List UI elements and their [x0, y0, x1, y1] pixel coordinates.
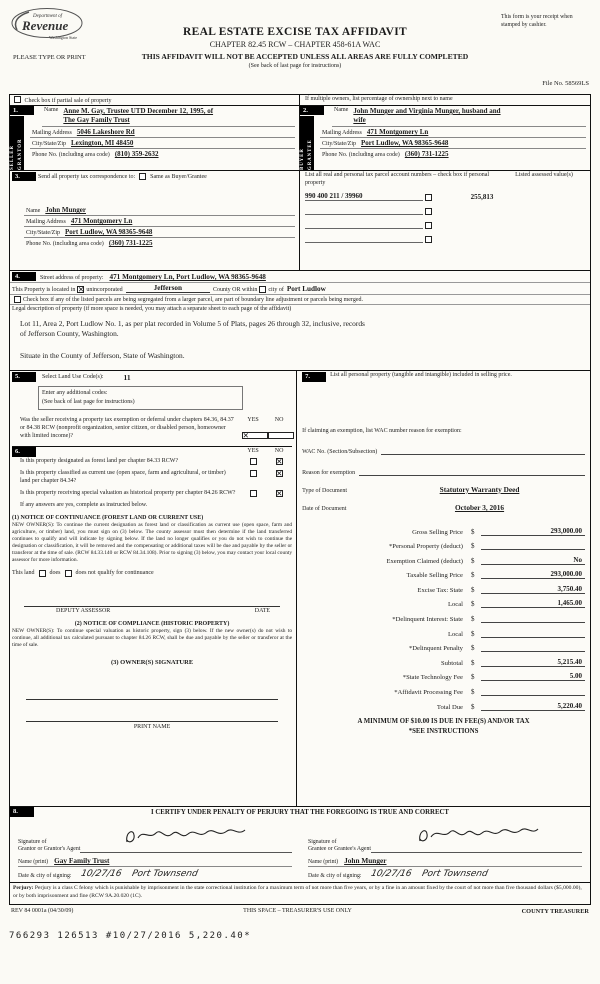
section3 — [10, 170, 590, 270]
street-address-value: 471 Montgomery Ln, Port Ludlow, WA 98365-9648 — [109, 273, 266, 282]
buyer-city-value: Port Ludlow, WA 98365-9648 — [361, 139, 449, 148]
financial-label: Local — [447, 630, 463, 638]
yes-no-header — [240, 417, 292, 423]
yes-cell — [240, 458, 266, 466]
name-print-label: Name (print) — [18, 859, 49, 866]
grantor-agent-label: Grantor or Grantor's Agent — [18, 846, 81, 853]
exemption-yes-no — [240, 417, 292, 440]
situate-text: Situate in the County of Jefferson, State of Washington. — [20, 351, 185, 361]
financial-value[interactable] — [481, 614, 585, 623]
certify-statement: I CERTIFY UNDER PENALTY OF PERJURY THAT THE FOREGOING IS TRUE AND CORRECT — [151, 809, 449, 817]
section4-number: 4. — [12, 272, 36, 281]
q2-no-checkbox[interactable] — [276, 470, 283, 477]
no-label: NO — [274, 448, 284, 455]
grantee-signature-label — [308, 839, 371, 853]
this-land-row — [12, 570, 292, 577]
correspondence-label: Send all property tax correspondence to: — [38, 173, 136, 180]
date-of-document-row — [302, 503, 585, 512]
parcel-row-4 — [305, 234, 587, 243]
see-back-instructions: (See back of last page for instructions) — [42, 398, 135, 405]
section3-correspondence — [10, 171, 300, 270]
seller-mailing-field — [30, 127, 295, 138]
wac-row — [302, 446, 585, 455]
unincorporated-label: unincorporated — [86, 287, 123, 294]
city-of-label: city of — [268, 287, 284, 294]
name-label: Name — [334, 107, 349, 113]
mailing-label: Mailing Address — [26, 219, 66, 226]
unincorporated-checkbox[interactable] — [77, 286, 84, 293]
additional-codes-box — [38, 386, 243, 410]
financial-label: *State Technology Fee — [402, 674, 463, 682]
deputy-assessor-label: DEPUTY ASSESSOR — [56, 607, 111, 614]
q3-no-checkbox[interactable] — [276, 490, 283, 497]
dollar-sign: $ — [470, 527, 475, 536]
taxable-selling-price-row — [302, 565, 585, 580]
section2-number: 2. — [300, 106, 324, 115]
grantee-agent-label: Grantee or Grantee's Agent — [308, 846, 372, 853]
legal-line2: of Jefferson County, Washington. — [20, 329, 119, 339]
grantor-date-row — [18, 869, 292, 879]
personal-property-deduct-row — [302, 536, 585, 551]
financial-label: Exemption Claimed (deduct) — [386, 557, 463, 565]
land-use-code-value[interactable]: 11 — [123, 372, 131, 382]
county-treasurer-label: COUNTY TREASURER — [521, 907, 589, 915]
grantee-signature-icon — [412, 825, 542, 847]
no-cell — [266, 470, 292, 478]
reason-input-line[interactable] — [359, 467, 585, 476]
section3-number: 3. — [12, 172, 36, 181]
grantee-city-value: Port Townsend — [420, 869, 489, 880]
financial-label: Gross Selling Price — [412, 528, 463, 536]
phone-label: Phone No. (including area code) — [32, 152, 110, 159]
located-row — [10, 283, 590, 295]
city-of-checkbox[interactable] — [259, 286, 266, 293]
section8-header — [10, 807, 590, 819]
does-not-checkbox[interactable] — [65, 570, 72, 577]
dollar-sign: $ — [470, 585, 475, 594]
notice2-title: (2) NOTICE OF COMPLIANCE (HISTORIC PROPERTY) — [74, 620, 230, 627]
signature-of-label: Signature of — [308, 838, 337, 845]
partial-sale-label: Check box if partial sale of property — [24, 98, 112, 104]
buyer-phone-value: (360) 731-1225 — [404, 150, 449, 159]
financial-label: *Personal Property (deduct) — [389, 543, 463, 551]
legal-line1: Lot 11, Area 2, Port Ludlow No. 1, as per plat recorded in Volume 5 of Plats, pages 26 through 32, inclusive, records — [20, 319, 365, 329]
date-of-document-value: October 3, 2016 — [454, 502, 505, 512]
minimum-due-note: A MINIMUM OF $10.00 IS DUE IN FEE(S) AND/OR TAX — [357, 717, 530, 725]
rev-row — [9, 905, 591, 915]
buyer-mailing-value: 471 Montgomery Ln — [366, 128, 429, 137]
grantor-signature-block — [10, 823, 300, 879]
dollar-sign: $ — [470, 658, 475, 667]
please-type-or-print: PLEASE TYPE OR PRINT — [13, 54, 86, 61]
date-city-label: Date & city of signing: — [18, 873, 72, 880]
does-not-label: does not — [75, 570, 96, 577]
logo-dept-text: Department of — [33, 14, 63, 19]
grantee-date-row — [308, 869, 582, 879]
exemption-question-block — [12, 417, 292, 440]
buyer-name-field — [332, 106, 586, 127]
section1-number: 1. — [10, 106, 34, 115]
seller-name-field — [42, 106, 295, 127]
segregated-note: Check box if any of the listed parcels are being segregated from a larger parcel, are part of boundary line adjustment or parcels being merged. — [23, 297, 363, 304]
corr-phone-value: (360) 731-1225 — [108, 239, 153, 248]
seller-section — [10, 106, 300, 170]
see-instructions-note: *SEE INSTRUCTIONS — [408, 727, 479, 735]
seller-name-value — [63, 107, 213, 125]
city-label: City/State/Zip — [322, 141, 356, 148]
buyer-grantee-strip — [300, 116, 314, 170]
same-as-buyer-label: Same as Buyer/Grantee — [150, 173, 207, 180]
county-value: Jefferson — [126, 284, 210, 293]
financial-label: *Affidavit Processing Fee — [394, 689, 463, 697]
grantor-city-value: Port Townsend — [130, 869, 199, 880]
section6-number: 6. — [12, 447, 36, 456]
strip-buyer-label: BUYER — [300, 148, 306, 170]
owners-signature-heading: (3) OWNER(S) SIGNATURE — [110, 659, 194, 667]
delinquent-penalty-row — [302, 638, 585, 653]
strip-grantor-label: GRANTOR — [17, 138, 23, 170]
parties-row — [10, 105, 590, 170]
corr-mailing-value: 471 Montgomery Ln — [70, 217, 133, 226]
no-label: NO — [274, 416, 284, 423]
state-technology-fee-row — [302, 667, 585, 682]
delinquent-interest-state-row — [302, 608, 585, 623]
street-address-label: Street address of property: — [40, 275, 104, 282]
form-subtitle: CHAPTER 82.45 RCW – CHAPTER 458-61A WAC — [209, 40, 381, 49]
perjury-text: Perjury is a class C felony which is punishable by imprisonment in the state correctional institution for a maximum term of not more than five years, or by a fine in an amount fixed by the court of not more than five thousand dollars ($5,000.00), or by both imprisonment and fine (RCW 9A.20.020 (1C). — [13, 885, 582, 899]
buyer-mailing-field — [320, 127, 586, 138]
dollar-sign: $ — [470, 542, 475, 551]
partial-sale-checkbox[interactable] — [14, 96, 21, 103]
parcel-number-blank[interactable] — [305, 206, 423, 215]
yes-cell — [240, 432, 266, 440]
logo-revenue-text: Revenue — [22, 18, 69, 33]
corr-phone-field — [24, 238, 295, 248]
perjury-label: Perjury: — [13, 885, 34, 892]
top-row — [10, 95, 590, 105]
date-of-document-label: Date of Document — [302, 505, 347, 512]
grantor-signature-field[interactable] — [80, 825, 292, 853]
revenue-logo-icon — [9, 6, 105, 44]
exemption-question-text: Was the seller receiving a property tax exemption or deferral under chapters 84.36, 84.37 or 84.38 RCW (nonprofit organization, senior citizen, or disabled person, homeowner with limited income)? — [20, 416, 234, 439]
parcel-row-3 — [305, 220, 587, 229]
claiming-exemption-label: If claiming an exemption, list WAC number reason for exemption: — [302, 427, 462, 434]
financial-value[interactable]: 293,000.00 — [481, 570, 585, 579]
date-city-label: Date & city of signing: — [308, 873, 362, 880]
parcel-row-1 — [305, 192, 587, 201]
seller-name-line2: The Gay Family Trust — [63, 116, 130, 125]
seller-grantor-strip — [10, 116, 24, 170]
yes-label: YES — [247, 416, 259, 423]
header — [9, 6, 591, 94]
corr-name-field — [24, 205, 295, 216]
financial-rows — [302, 521, 585, 711]
parcel-headers — [305, 172, 587, 187]
qualify-label: qualify for continuance — [97, 570, 154, 577]
section5-number: 5. — [12, 372, 36, 381]
exemption-no-checkbox[interactable] — [268, 432, 294, 439]
corr-name-value: John Munger — [45, 206, 86, 215]
signature-of-label: Signature of — [18, 838, 47, 845]
financial-value[interactable]: 5,220.40 — [481, 702, 585, 711]
question-text: Is this property designated as forest land per chapter 84.33 RCW? — [20, 458, 179, 465]
grantor-date-value: 10/27/16 — [80, 869, 123, 880]
buyer-city-field — [320, 138, 586, 149]
excise-tax-state-row — [302, 579, 585, 594]
buyer-name-line1: John Munger and Virginia Munger, husband and — [353, 107, 501, 115]
reason-label: Reason for exemption — [302, 469, 356, 476]
seller-phone-value: (810) 359-2632 — [114, 150, 159, 159]
dollar-sign: $ — [470, 556, 475, 565]
wac-input-line[interactable] — [381, 446, 585, 455]
grantee-signature-block — [300, 823, 590, 879]
correspondence-fields — [24, 205, 295, 248]
partial-sale-cell — [10, 95, 300, 105]
yes-label: YES — [247, 448, 259, 455]
phone-label: Phone No. (including area code) — [26, 241, 104, 248]
question-text: Is this property classified as current use (open space, farm and agricultural, or timber) land per chapter 84.34? — [20, 470, 226, 485]
personal-property-label: List all personal property (tangible and intangible) included in selling price. — [330, 372, 512, 379]
form-warning: THIS AFFIDAVIT WILL NOT BE ACCEPTED UNLESS ALL AREAS ARE FULLY COMPLETED — [141, 52, 469, 61]
dollar-sign: $ — [470, 600, 475, 609]
cashier-stamp: 766293 126513 #10/27/2016 5,220.40* — [9, 930, 252, 941]
section3-parcels — [300, 171, 590, 270]
grantee-signature-field[interactable] — [371, 825, 582, 853]
dollar-sign: $ — [470, 702, 475, 711]
personal-property-checkbox-1[interactable] — [425, 194, 432, 201]
print-name-label: PRINT NAME — [133, 724, 171, 731]
wac-label: WAC No. (Section/Subsection) — [302, 448, 378, 455]
delinquent-interest-local-row — [302, 623, 585, 638]
phone-label: Phone No. (including area code) — [322, 152, 400, 159]
same-as-buyer-checkbox[interactable] — [139, 173, 146, 180]
forest-land-question — [12, 458, 292, 466]
seller-mailing-value: 5046 Lakeshore Rd — [76, 128, 135, 137]
deputy-assessor-signature-line[interactable] — [24, 591, 280, 607]
dollar-sign: $ — [470, 644, 475, 653]
form-title: REAL ESTATE EXCISE TAX AFFIDAVIT — [183, 26, 407, 38]
subtotal-row — [302, 652, 585, 667]
yes-cell — [240, 490, 266, 498]
section4 — [10, 270, 590, 370]
no-cell — [266, 458, 292, 466]
assessed-header-label: Listed assessed value(s) — [515, 172, 573, 178]
corr-city-value: Port Ludlow, WA 98365-9648 — [65, 228, 153, 237]
q1-yes-checkbox[interactable] — [250, 458, 257, 465]
city-label: City/State/Zip — [32, 141, 66, 148]
if-any-note: If any answers are yes, complete as instructed below. — [20, 501, 148, 508]
strip-seller-label: SELLER — [10, 145, 16, 170]
no-cell — [266, 490, 292, 498]
historic-property-question — [12, 490, 292, 498]
grantee-date-value: 10/27/16 — [370, 869, 413, 880]
grantor-name-value: Gay Family Trust — [54, 856, 110, 866]
legal-description-label: Legal description of property (if more space is needed, you may attach a separate sheet to each page of the affidavit) — [12, 306, 292, 313]
name-label: Name — [44, 107, 59, 113]
excise-tax-local-row — [302, 594, 585, 609]
perjury-statement — [10, 882, 590, 903]
personal-property-checkbox-4[interactable] — [425, 236, 432, 243]
q3-yes-checkbox[interactable] — [250, 490, 257, 497]
exemption-yes-checkbox[interactable] — [242, 432, 268, 439]
multiple-owners-cell — [300, 95, 590, 105]
financial-value[interactable]: No — [481, 556, 585, 565]
strip-grantee-label: GRANTEE — [307, 139, 313, 170]
q1-no-checkbox[interactable] — [276, 458, 283, 465]
rev-number: REV 84 0001a (04/30/09) — [11, 907, 74, 914]
dollar-sign: $ — [470, 688, 475, 697]
question-text: Is this property receiving special valuation as historical property per chapter 84.26 RCW? — [20, 489, 236, 496]
reason-row — [302, 467, 585, 476]
parcel-row-2 — [305, 206, 587, 215]
left-column — [10, 371, 297, 806]
segregated-checkbox[interactable] — [14, 296, 21, 303]
exemption-checkboxes — [240, 432, 292, 440]
mailing-label: Mailing Address — [32, 130, 72, 137]
seller-city-field — [30, 138, 295, 149]
dollar-sign: $ — [470, 629, 475, 638]
financial-value[interactable]: 1,465.00 — [481, 599, 585, 608]
name-print-label: Name (print) — [308, 859, 339, 866]
notice2-text: NEW OWNER(S): To continue special valuation as historic property, sign (3) below. If the new owner(s) do not wish to continue, all additional tax calculated pursuant to chapter 84.26 RCW, shall be due and payable by the seller or transferor at the time of sale. — [12, 627, 293, 649]
form-box — [9, 94, 591, 905]
financial-value[interactable]: 5,215.40 — [481, 658, 585, 667]
type-of-document-row — [302, 485, 585, 494]
personal-property-checkbox-3[interactable] — [425, 222, 432, 229]
legal-description-text — [20, 319, 584, 339]
file-number: File No. 58569LS — [542, 80, 589, 87]
q1-checkboxes — [240, 458, 292, 466]
signatures-row — [10, 823, 590, 879]
section8 — [10, 806, 590, 882]
q2-yes-checkbox[interactable] — [250, 470, 257, 477]
parcel-header-label: List all real and personal tax parcel account numbers – check box if personal property — [305, 172, 490, 186]
gross-selling-price-row — [302, 521, 585, 536]
parcel-number-value: 990 400 211 / 39960 — [305, 192, 423, 201]
additional-codes-label[interactable]: Enter any additional codes: — [42, 389, 108, 396]
this-land-label: This land — [12, 570, 35, 577]
type-of-document-value: Statutory Warranty Deed — [439, 484, 520, 494]
financial-label: Subtotal — [441, 659, 463, 667]
financial-label: *Delinquent Interest: State — [392, 616, 463, 624]
section7-header — [302, 372, 585, 381]
affidavit-processing-fee-row — [302, 681, 585, 696]
grantor-signature-label — [18, 839, 80, 853]
land-use-label: Select Land Use Code(s): — [42, 374, 104, 381]
financial-value[interactable] — [481, 687, 585, 696]
buyer-phone-field — [320, 149, 586, 159]
deputy-assessor-labels — [12, 607, 292, 614]
seller-city-value: Lexington, MI 48450 — [71, 139, 134, 148]
grantor-signature-icon — [121, 825, 251, 847]
financial-value[interactable] — [481, 629, 585, 638]
buyer-section — [300, 106, 590, 170]
see-back-note: (See back of last page for instructions) — [248, 63, 342, 69]
financial-value[interactable]: 3,750.40 — [481, 585, 585, 594]
section5-header — [12, 372, 292, 381]
financial-label: Total Due — [436, 703, 463, 711]
buyer-name-value — [353, 107, 500, 125]
seller-name-line1: Anne M. Gay, Trustee UTD December 12, 1995, of — [63, 107, 214, 115]
does-checkbox[interactable] — [39, 570, 46, 577]
buyer-name-line2: wife — [353, 116, 366, 125]
parcel-number-blank[interactable] — [305, 234, 423, 243]
legal-description-label-row — [10, 305, 590, 313]
corr-mailing-field — [24, 216, 295, 227]
located-prefix: This Property is located in — [12, 287, 76, 294]
financial-label: *Delinquent Penalty — [408, 645, 463, 653]
treasurer-space-label: THIS SPACE – TREASURER'S USE ONLY — [243, 907, 352, 914]
notice1-text: NEW OWNER(S): To continue the current designation as forest land or classification as current use (open space, farm and agriculture, or timber) land, you must sign on (3) below. The county assessor must then determine if the land transferred continues to qualify and will indicate by signing below. If the land no longer qualifies or you do not wish to continue the designation or classification, it will be removed and the compensating or additional taxes will be due and payable by the seller or transferor at the time of sale. (RCW 84.33.140 or RCW 84.34.108). Prior to signing (3) below, you may contact your local county assessor for more information. — [12, 521, 293, 563]
financial-label: Excise Tax: State — [417, 586, 463, 594]
receipt-note: This form is your receipt when stamped by cashier. — [501, 14, 573, 28]
seller-phone-field — [30, 149, 295, 159]
dollar-sign: $ — [470, 571, 475, 580]
yes-cell — [240, 470, 266, 478]
dollar-sign: $ — [470, 673, 475, 682]
date-label: DATE — [254, 607, 271, 614]
city-label: City/State/Zip — [26, 230, 60, 237]
parcel-number-blank[interactable] — [305, 220, 423, 229]
street-address-row — [10, 271, 590, 283]
logo-state-text: Washington State — [49, 35, 78, 40]
exemption-claimed-row — [302, 550, 585, 565]
city-value: Port Ludlow — [286, 285, 326, 294]
dollar-sign: $ — [470, 615, 475, 624]
section8-number: 8. — [10, 807, 34, 816]
grantee-name-row — [308, 856, 582, 867]
segregated-row — [10, 295, 590, 305]
name-label: Name — [26, 208, 41, 215]
correspondence-row — [12, 172, 295, 181]
right-column — [297, 371, 590, 806]
owner-signature-line-1[interactable] — [26, 684, 278, 700]
does-label: does — [49, 570, 61, 577]
corr-city-field — [24, 227, 295, 238]
financial-value[interactable]: 5.00 — [481, 672, 585, 681]
q3-checkboxes — [240, 490, 292, 498]
total-due-row — [302, 696, 585, 711]
county-or-label: County OR within — [213, 287, 258, 294]
financial-value[interactable] — [481, 643, 585, 652]
q2-checkboxes — [240, 470, 292, 478]
no-cell — [266, 432, 292, 440]
mailing-label: Mailing Address — [322, 130, 362, 137]
financial-label: Taxable Selling Price — [406, 572, 463, 580]
section7-number: 7. — [302, 372, 326, 381]
assessed-value: 255,813 — [470, 193, 494, 201]
dor-logo — [9, 6, 105, 49]
notice1-title: (1) NOTICE OF CONTINUANCE (FOREST LAND OR CURRENT USE) — [12, 514, 204, 521]
owner-signature-line-2[interactable] — [26, 704, 278, 722]
financial-label: Local — [447, 601, 463, 609]
title-block — [99, 26, 491, 69]
multiple-owners-label: If multiple owners, list percentage of ownership next to name — [305, 96, 453, 102]
current-use-question — [12, 470, 292, 486]
section6-yes-no-header — [12, 448, 292, 454]
grantee-name-value: John Munger — [344, 856, 387, 866]
financial-value[interactable] — [481, 541, 585, 550]
grantor-name-row — [18, 856, 292, 867]
financial-value[interactable]: 293,000.00 — [481, 527, 585, 536]
grantor-signature-row — [18, 825, 292, 853]
personal-property-checkbox-2[interactable] — [425, 208, 432, 215]
grantee-signature-row — [308, 825, 582, 853]
type-of-document-label: Type of Document — [302, 487, 347, 494]
section6 — [12, 446, 292, 730]
middle-columns — [10, 370, 590, 806]
